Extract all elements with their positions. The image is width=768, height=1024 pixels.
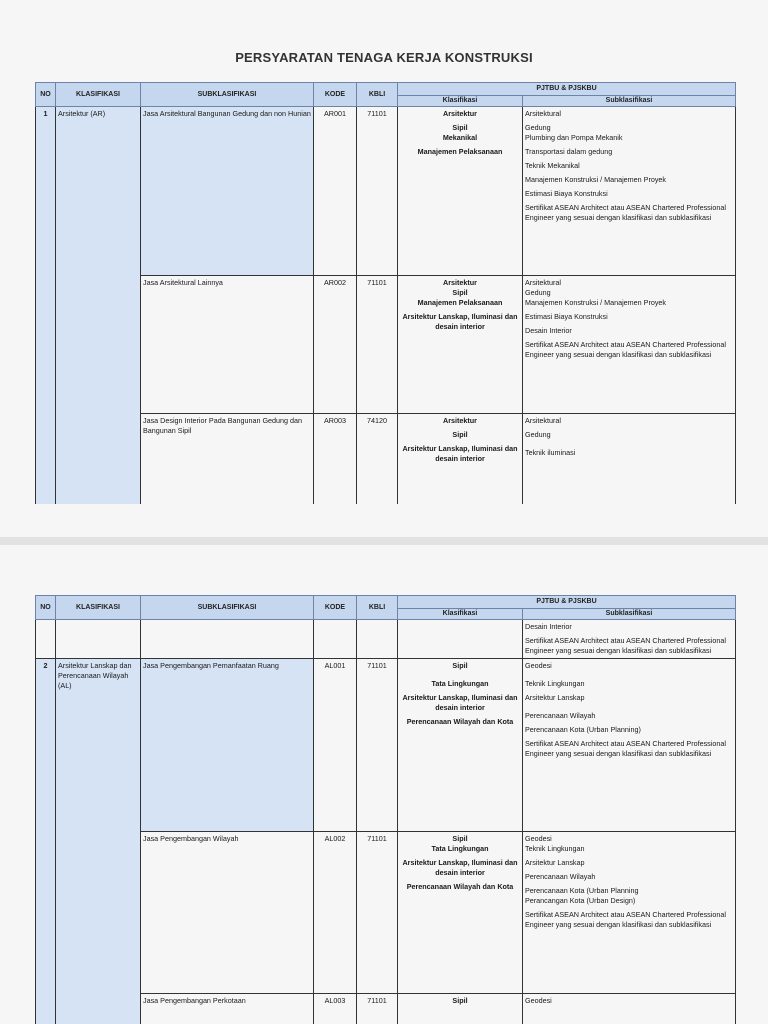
header-group-subklasifikasi: Subklasifikasi — [523, 609, 736, 620]
klasifikasi-item: Sipil — [452, 288, 468, 297]
subklasifikasi-item: Estimasi Biaya Konstruksi — [525, 189, 608, 198]
table-row — [36, 107, 736, 276]
group-klasifikasi-cell — [398, 276, 523, 414]
page-separator — [0, 537, 768, 545]
klasifikasi-item: Arsitektur — [443, 278, 477, 287]
subklasifikasi-cell — [141, 620, 314, 659]
subklasifikasi-item: Gedung — [525, 430, 551, 439]
header-kbli: KBLI — [357, 83, 398, 107]
subklasifikasi-item: Geodesi — [525, 834, 552, 843]
subklasifikasi-cell: Jasa Design Interior Pada Bangunan Gedung dan Bangunan Sipil — [141, 414, 314, 504]
requirements-table-2 — [35, 595, 736, 1024]
header-klasifikasi: KLASIFIKASI — [56, 83, 141, 107]
header-kode: KODE — [314, 83, 357, 107]
subklasifikasi-item: Teknik iluminasi — [525, 448, 576, 457]
continuation-row — [36, 620, 736, 659]
group-subklasifikasi-cell — [523, 832, 736, 994]
subklasifikasi-item: Arsitektur Lanskap — [525, 693, 585, 702]
subklasifikasi-cell: Jasa Pengembangan Pemanfaatan Ruang — [141, 659, 314, 832]
group-no-cell: 1 — [36, 107, 56, 504]
kbli-cell: 71101 — [357, 107, 398, 276]
kbli-cell: 71101 — [357, 994, 398, 1024]
header-kode: KODE — [314, 596, 357, 620]
kbli-cell: 71101 — [357, 832, 398, 994]
header-subklasifikasi: SUBKLASIFIKASI — [141, 596, 314, 620]
subklasifikasi-cell: Jasa Arsitektural Lainnya — [141, 276, 314, 414]
kbli-cell — [357, 620, 398, 659]
header-no: NO — [36, 596, 56, 620]
subklasifikasi-item: Teknik Lingkungan — [525, 679, 585, 688]
klasifikasi-item: Arsitektur — [443, 416, 477, 425]
header-kbli: KBLI — [357, 596, 398, 620]
klasifikasi-item: Arsitektur Lanskap, Iluminasi dan desain interior — [402, 312, 518, 331]
header-group: PJTBU & PJSKBU — [398, 83, 736, 96]
klasifikasi-item: Perencanaan Wilayah dan Kota — [406, 882, 514, 891]
header-klasifikasi: KLASIFIKASI — [56, 596, 141, 620]
subklasifikasi-item: Geodesi — [525, 996, 552, 1005]
group-subklasifikasi-cell — [523, 659, 736, 832]
klasifikasi-item: Mekanikal — [442, 133, 478, 142]
header-no: NO — [36, 83, 56, 107]
header-subklasifikasi: SUBKLASIFIKASI — [141, 83, 314, 107]
table-row — [36, 994, 736, 1024]
subklasifikasi-item: Perancangan Kota (Urban Design) — [525, 896, 636, 905]
group-subklasifikasi-cell — [523, 107, 736, 276]
subklasifikasi-cell: Jasa Pengembangan Wilayah — [141, 832, 314, 994]
subklasifikasi-item: Desain Interior — [525, 622, 572, 631]
subklasifikasi-item: Perencanaan Wilayah — [525, 872, 596, 881]
klasifikasi-item: Manajemen Pelaksanaan — [417, 298, 503, 307]
subklasifikasi-item: Gedung — [525, 123, 551, 132]
group-klasifikasi-cell — [398, 659, 523, 832]
subklasifikasi-item: Gedung — [525, 288, 551, 297]
subklasifikasi-item: Sertifikat ASEAN Architect atau ASEAN Chartered Professional Engineer yang sesuai dengan klasifikasi dan subklasifikasi — [525, 203, 726, 222]
subklasifikasi-item: Perencanaan Kota (Urban Planning) — [525, 725, 641, 734]
subklasifikasi-item: Teknik Lingkungan — [525, 844, 585, 853]
header-group-klasifikasi: Klasifikasi — [398, 609, 523, 620]
subklasifikasi-item: Arsitektural — [525, 416, 561, 425]
subklasifikasi-item: Sertifikat ASEAN Architect atau ASEAN Chartered Professional Engineer yang sesuai dengan klasifikasi dan subklasifikasi — [525, 636, 726, 655]
kode-cell: AR001 — [314, 107, 357, 276]
klasifikasi-item: Arsitektur — [443, 109, 477, 118]
subklasifikasi-item: Sertifikat ASEAN Architect atau ASEAN Chartered Professional Engineer yang sesuai dengan klasifikasi dan subklasifikasi — [525, 910, 726, 929]
klasifikasi-item: Sipil — [452, 834, 468, 843]
subklasifikasi-item: Transportasi dalam gedung — [525, 147, 613, 156]
klasifikasi-item: Arsitektur Lanskap, Iluminasi dan desain interior — [402, 858, 518, 877]
subklasifikasi-item: Sertifikat ASEAN Architect atau ASEAN Chartered Professional Engineer yang sesuai dengan klasifikasi dan subklasifikasi — [525, 739, 726, 758]
subklasifikasi-item: Teknik Mekanikal — [525, 161, 580, 170]
group-klasifikasi-cell — [398, 832, 523, 994]
group-name-cell: Arsitektur (AR) — [56, 107, 141, 504]
klasifikasi-item: Sipil — [452, 996, 468, 1005]
group-subklasifikasi-cell — [523, 620, 736, 659]
header-group-subklasifikasi: Subklasifikasi — [523, 96, 736, 107]
kode-cell: AR002 — [314, 276, 357, 414]
klasifikasi-item: Tata Lingkungan — [431, 844, 489, 853]
group-klasifikasi-cell — [398, 620, 523, 659]
group-subklasifikasi-cell — [523, 414, 736, 504]
group-klasifikasi-cell — [398, 107, 523, 276]
klasifikasi-item: Sipil — [452, 661, 468, 670]
group-name-cell: Arsitektur Lanskap dan Perencanaan Wilayah (AL) — [56, 659, 141, 1024]
subklasifikasi-item: Plumbing dan Pompa Mekanik — [525, 133, 623, 142]
subklasifikasi-item: Arsitektural — [525, 278, 561, 287]
klasifikasi-item: Tata Lingkungan — [431, 679, 489, 688]
requirements-table-1 — [35, 82, 736, 504]
subklasifikasi-item: Perencanaan Wilayah — [525, 711, 596, 720]
no-cell — [36, 620, 56, 659]
table-row — [36, 276, 736, 414]
klasifikasi-item: Arsitektur Lanskap, Iluminasi dan desain interior — [402, 444, 518, 463]
subklasifikasi-item: Arsitektur Lanskap — [525, 858, 585, 867]
kbli-cell: 74120 — [357, 414, 398, 504]
table-row — [36, 659, 736, 832]
group-no-cell: 2 — [36, 659, 56, 1024]
kode-cell: AL002 — [314, 832, 357, 994]
document-page-2 — [0, 545, 768, 1024]
group-klasifikasi-cell — [398, 414, 523, 504]
subklasifikasi-item: Desain Interior — [525, 326, 572, 335]
klasifikasi-item: Sipil — [452, 123, 468, 132]
kode-cell — [314, 620, 357, 659]
klasifikasi-item: Manajemen Pelaksanaan — [417, 147, 503, 156]
page-title: PERSYARATAN TENAGA KERJA KONSTRUKSI — [235, 50, 533, 65]
subklasifikasi-item: Estimasi Biaya Konstruksi — [525, 312, 608, 321]
klasifikasi-item: Perencanaan Wilayah dan Kota — [406, 717, 514, 726]
group-subklasifikasi-cell — [523, 276, 736, 414]
kbli-cell: 71101 — [357, 659, 398, 832]
kode-cell: AL001 — [314, 659, 357, 832]
group-subklasifikasi-cell — [523, 994, 736, 1024]
subklasifikasi-item: Sertifikat ASEAN Architect atau ASEAN Chartered Professional Engineer yang sesuai dengan klasifikasi dan subklasifikasi — [525, 340, 726, 359]
header-group: PJTBU & PJSKBU — [398, 596, 736, 609]
klasifikasi-item: Arsitektur Lanskap, Iluminasi dan desain interior — [402, 693, 518, 712]
header-group-klasifikasi: Klasifikasi — [398, 96, 523, 107]
subklasifikasi-cell: Jasa Arsitektural Bangunan Gedung dan non Hunian — [141, 107, 314, 276]
kbli-cell: 71101 — [357, 276, 398, 414]
klasifikasi-item: Sipil — [452, 430, 468, 439]
subklasifikasi-item: Arsitektural — [525, 109, 561, 118]
subklasifikasi-item: Manajemen Konstruksi / Manajemen Proyek — [525, 175, 667, 184]
kode-cell: AL003 — [314, 994, 357, 1024]
subklasifikasi-item: Geodesi — [525, 661, 552, 670]
subklasifikasi-item: Perencanaan Kota (Urban Planning — [525, 886, 639, 895]
kode-cell: AR003 — [314, 414, 357, 504]
group-klasifikasi-cell — [398, 994, 523, 1024]
table-row — [36, 414, 736, 504]
table-row — [36, 832, 736, 994]
subklasifikasi-cell: Jasa Pengembangan Perkotaan — [141, 994, 314, 1024]
klasifikasi-cell — [56, 620, 141, 659]
subklasifikasi-item: Manajemen Konstruksi / Manajemen Proyek — [525, 298, 667, 307]
